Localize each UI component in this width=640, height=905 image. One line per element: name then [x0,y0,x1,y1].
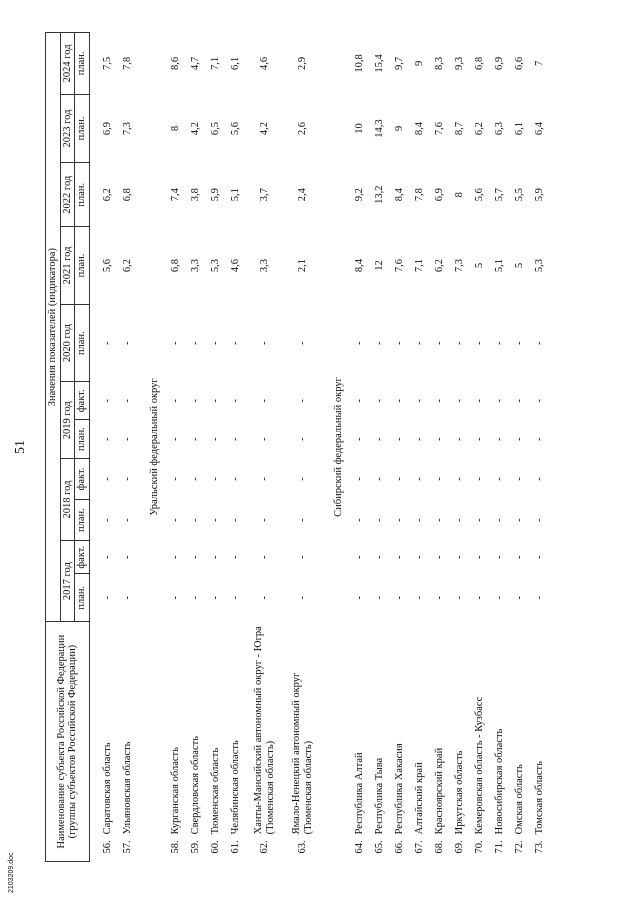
region-name: Кемеровская область - Кузбасс [473,696,485,835]
year-header: 2019 год [60,382,75,458]
value-cell: 9,3 [453,56,465,70]
row-number: 64. [353,840,365,854]
empty-cell: - [393,596,405,600]
empty-cell: - [101,341,113,345]
empty-cell: - [258,477,270,481]
value-cell: 6,9 [101,121,113,136]
empty-cell: - [169,399,181,403]
table-row [370,33,390,862]
empty-cell: - [453,518,465,522]
region-name: Свердловская область [189,736,201,835]
value-cell: 7,1 [413,258,425,273]
empty-cell: - [101,518,113,522]
empty-cell: - [453,437,465,441]
row-number: 71. [493,840,505,854]
table-row [410,33,430,862]
region-name: Новосибирская область [493,728,505,835]
table-row [226,33,246,862]
empty-cell: - [121,555,133,559]
empty-cell: - [258,399,270,403]
plan-header: план. [75,163,90,227]
empty-cell: - [209,518,221,522]
empty-cell: - [258,341,270,345]
fact-header: факт. [75,541,90,574]
empty-cell: - [453,477,465,481]
empty-cell: - [393,437,405,441]
empty-cell: - [121,341,133,345]
value-cell: 5,1 [229,188,241,202]
value-cell: 8,6 [169,56,181,70]
empty-cell: - [296,596,308,600]
value-cell: 5 [513,262,525,269]
empty-cell: - [169,341,181,345]
empty-cell: - [209,437,221,441]
region-column-header: Наименование субъекта Российской Федерации (группы субъектов Российской Федерации) [46,622,90,862]
value-cell: 5,6 [473,188,485,202]
empty-cell: - [209,596,221,600]
empty-cell: - [209,341,221,345]
empty-cell: - [413,437,425,441]
value-cell: 6,2 [433,258,445,273]
value-cell: 2,6 [296,121,308,136]
value-cell: 6,5 [209,121,221,136]
empty-cell: - [229,596,241,600]
year-header: 2024 год [60,33,75,95]
empty-cell: - [353,341,365,345]
empty-cell: - [258,555,270,559]
empty-cell: - [373,437,385,441]
value-cell: 7,6 [393,258,405,273]
year-header: 2023 год [60,94,75,163]
region-name: Алтайский край [413,762,425,835]
row-number: 65. [373,840,385,854]
value-cell: 5,6 [101,258,113,273]
empty-cell: - [169,596,181,600]
empty-cell: - [189,518,201,522]
empty-cell: - [413,399,425,403]
empty-cell: - [393,341,405,345]
row-number: 63. [296,840,308,854]
value-cell: 8,4 [413,121,425,136]
empty-cell: - [473,518,485,522]
value-cell: 5,5 [513,188,525,202]
value-cell: 13,2 [373,185,385,204]
page-number: 51 [13,440,28,454]
value-cell: 10 [353,123,365,134]
empty-cell: - [101,477,113,481]
value-cell: 7,8 [121,56,133,70]
table-row [530,33,550,862]
empty-cell: - [189,555,201,559]
indicator-group-header: Значения показателей (индикатора) [46,33,61,622]
empty-cell: - [189,399,201,403]
year-header: 2020 год [60,304,75,382]
region-name: Омская область [513,764,525,835]
empty-cell: - [433,596,445,600]
value-cell: 6,8 [121,188,133,202]
table-row [186,33,206,862]
value-cell: 3,3 [189,258,201,273]
region-name: Республика Хакасия [393,743,405,835]
region-name: Челябинская область [229,740,241,835]
empty-cell: - [296,399,308,403]
value-cell: 5,9 [209,188,221,202]
empty-cell: - [453,399,465,403]
region-name: Иркутская область [453,750,465,835]
empty-cell: - [229,437,241,441]
value-cell: 3,7 [258,188,270,202]
region-name: Ямало-Ненецкий автономный округ (Тюменская область) [291,672,314,835]
empty-cell: - [296,341,308,345]
row-number: 56. [101,840,113,854]
empty-cell: - [513,341,525,345]
plan-header: план. [75,227,90,305]
value-cell: 6,9 [493,56,505,70]
value-cell: 3,8 [189,188,201,202]
empty-cell: - [189,596,201,600]
empty-cell: - [513,596,525,600]
empty-cell: - [258,596,270,600]
empty-cell: - [209,555,221,559]
row-number: 58. [169,840,181,854]
value-cell: 4,2 [258,121,270,136]
empty-cell: - [353,518,365,522]
section-title: Сибирский федеральный округ [332,377,344,517]
table-row [118,33,138,862]
row-number: 67. [413,840,425,854]
row-number: 57. [121,840,133,854]
empty-cell: - [533,341,545,345]
value-cell: 6,6 [513,56,525,70]
empty-cell: - [493,477,505,481]
empty-cell: - [121,596,133,600]
value-cell: 5,9 [533,188,545,202]
table-row [430,33,450,862]
empty-cell: - [296,437,308,441]
empty-cell: - [393,477,405,481]
value-cell: 5,6 [229,121,241,136]
empty-cell: - [189,341,201,345]
empty-cell: - [433,341,445,345]
value-cell: 2,4 [296,188,308,202]
value-cell: 9 [413,60,425,67]
empty-cell: - [453,555,465,559]
empty-cell: - [121,518,133,522]
empty-cell: - [513,477,525,481]
document-filename: 2103209.doc [8,852,15,893]
empty-cell: - [296,477,308,481]
row-number: 61. [229,840,241,854]
value-cell: 6,2 [473,121,485,136]
empty-cell: - [229,555,241,559]
empty-cell: - [433,555,445,559]
value-cell: 9,2 [353,188,365,202]
empty-cell: - [413,596,425,600]
empty-cell: - [513,399,525,403]
value-cell: 6,3 [493,121,505,136]
plan-header: план. [75,500,90,541]
region-name: Саратовская область [101,742,113,835]
empty-cell: - [413,477,425,481]
table-row [246,33,284,862]
value-cell: 4,2 [189,121,201,136]
empty-cell: - [493,555,505,559]
empty-cell: - [393,518,405,522]
table-row [166,33,186,862]
empty-cell: - [258,437,270,441]
value-cell: 6,1 [513,121,525,136]
empty-cell: - [433,518,445,522]
year-header: 2017 год [60,541,75,622]
value-cell: 5,7 [493,188,505,202]
row-number: 69. [453,840,465,854]
table-row [390,33,410,862]
indicator-table [45,32,550,862]
empty-cell: - [393,399,405,403]
row-number: 60. [209,840,221,854]
empty-cell: - [533,437,545,441]
empty-cell: - [533,518,545,522]
value-cell: 8 [453,192,465,198]
empty-cell: - [373,399,385,403]
empty-cell: - [473,555,485,559]
value-cell: 6,8 [169,258,181,273]
empty-cell: - [353,596,365,600]
value-cell: 7,4 [169,188,181,202]
row-number: 68. [433,840,445,854]
value-cell: 7,8 [413,188,425,202]
empty-cell: - [453,596,465,600]
value-cell: 5,1 [493,258,505,273]
value-cell: 7,5 [101,56,113,70]
value-cell: 4,6 [229,258,241,273]
value-cell: 9,7 [393,56,405,70]
value-cell: 6,4 [533,121,545,136]
empty-cell: - [493,341,505,345]
region-name: Курганская область [169,747,181,835]
value-cell: 8,4 [353,258,365,273]
year-header: 2018 год [60,458,75,540]
value-cell: 14,3 [373,119,385,138]
value-cell: 3,3 [258,258,270,273]
value-cell: 7,3 [453,258,465,273]
table-row [284,33,322,862]
empty-cell: - [101,555,113,559]
empty-cell: - [353,477,365,481]
empty-cell: - [101,399,113,403]
empty-cell: - [433,477,445,481]
value-cell: 6,8 [473,56,485,70]
empty-cell: - [209,477,221,481]
value-cell: 2,1 [296,258,308,273]
region-name: Ульяновская область [121,741,133,835]
row-number: 73. [533,840,545,854]
rotated-page [13,32,585,862]
empty-cell: - [353,437,365,441]
region-name: Тюменская область [209,747,221,835]
value-cell: 15,4 [373,54,385,73]
value-cell: 2,9 [296,56,308,70]
empty-cell: - [296,518,308,522]
empty-cell: - [101,596,113,600]
empty-cell: - [493,399,505,403]
empty-cell: - [101,437,113,441]
region-name: Ханты-Мансийский автономный округ - Югра (Тюменская область) [253,626,276,835]
value-cell: 5 [473,262,485,269]
value-cell: 5,3 [533,258,545,273]
value-cell: 7,3 [121,121,133,136]
empty-cell: - [433,399,445,403]
empty-cell: - [189,437,201,441]
value-cell: 6,2 [121,258,133,273]
row-number: 59. [189,840,201,854]
table-row [450,33,470,862]
empty-cell: - [393,555,405,559]
empty-cell: - [353,555,365,559]
year-header: 2021 год [60,227,75,305]
table-row [206,33,226,862]
value-cell: 8,4 [393,188,405,202]
empty-cell: - [533,477,545,481]
empty-cell: - [373,555,385,559]
row-number: 72. [513,840,525,854]
table-row [350,33,370,862]
value-cell: 9 [393,125,405,132]
empty-cell: - [169,518,181,522]
empty-cell: - [169,477,181,481]
value-cell: 5,3 [209,258,221,273]
empty-cell: - [533,596,545,600]
empty-cell: - [373,477,385,481]
empty-cell: - [533,399,545,403]
value-cell: 12 [373,260,385,271]
empty-cell: - [433,437,445,441]
empty-cell: - [229,399,241,403]
section-title: Уральский федеральный округ [148,378,160,516]
plan-header: план. [75,420,90,459]
value-cell: 6,9 [433,188,445,202]
region-name: Республика Алтай [353,752,365,835]
empty-cell: - [229,341,241,345]
table-row [490,33,510,862]
value-cell: 6,2 [101,188,113,202]
empty-cell: - [353,399,365,403]
empty-cell: - [513,437,525,441]
value-cell: 8,3 [433,56,445,70]
empty-cell: - [296,555,308,559]
empty-cell: - [473,437,485,441]
empty-cell: - [229,518,241,522]
plan-header: план. [75,33,90,95]
empty-cell: - [413,518,425,522]
empty-cell: - [121,477,133,481]
value-cell: 8,7 [453,121,465,136]
empty-cell: - [169,437,181,441]
empty-cell: - [189,477,201,481]
value-cell: 4,7 [189,56,201,70]
empty-cell: - [513,555,525,559]
empty-cell: - [513,518,525,522]
empty-cell: - [229,477,241,481]
empty-cell: - [169,555,181,559]
empty-cell: - [493,518,505,522]
value-cell: 7,6 [433,121,445,136]
plan-header: план. [75,574,90,622]
table-row [98,33,118,862]
value-cell: 7,1 [209,56,221,70]
empty-cell: - [493,596,505,600]
empty-cell: - [493,437,505,441]
empty-cell: - [373,518,385,522]
empty-cell: - [473,341,485,345]
empty-cell: - [121,437,133,441]
empty-cell: - [473,399,485,403]
region-name: Томская область [533,761,545,835]
empty-cell: - [373,596,385,600]
row-number: 70. [473,840,485,854]
region-name: Республика Тыва [373,757,385,835]
fact-header: факт. [75,382,90,420]
empty-cell: - [413,341,425,345]
value-cell: 6,1 [229,56,241,70]
value-cell: 8 [169,125,181,132]
row-number: 66. [393,840,405,854]
value-cell: 7 [533,60,545,67]
table-row [510,33,530,862]
empty-cell: - [258,518,270,522]
empty-cell: - [473,596,485,600]
row-number: 62. [258,840,270,854]
plan-header: план. [75,304,90,382]
empty-cell: - [453,341,465,345]
empty-cell: - [473,477,485,481]
region-name: Красноярский край [433,747,445,835]
fact-header: факт. [75,458,90,499]
empty-cell: - [413,555,425,559]
empty-cell: - [533,555,545,559]
plan-header: план. [75,94,90,163]
table-row [470,33,490,862]
value-cell: 4,6 [258,56,270,70]
empty-cell: - [121,399,133,403]
empty-cell: - [373,341,385,345]
year-header: 2022 год [60,163,75,227]
value-cell: 10,8 [353,54,365,73]
empty-cell: - [209,399,221,403]
